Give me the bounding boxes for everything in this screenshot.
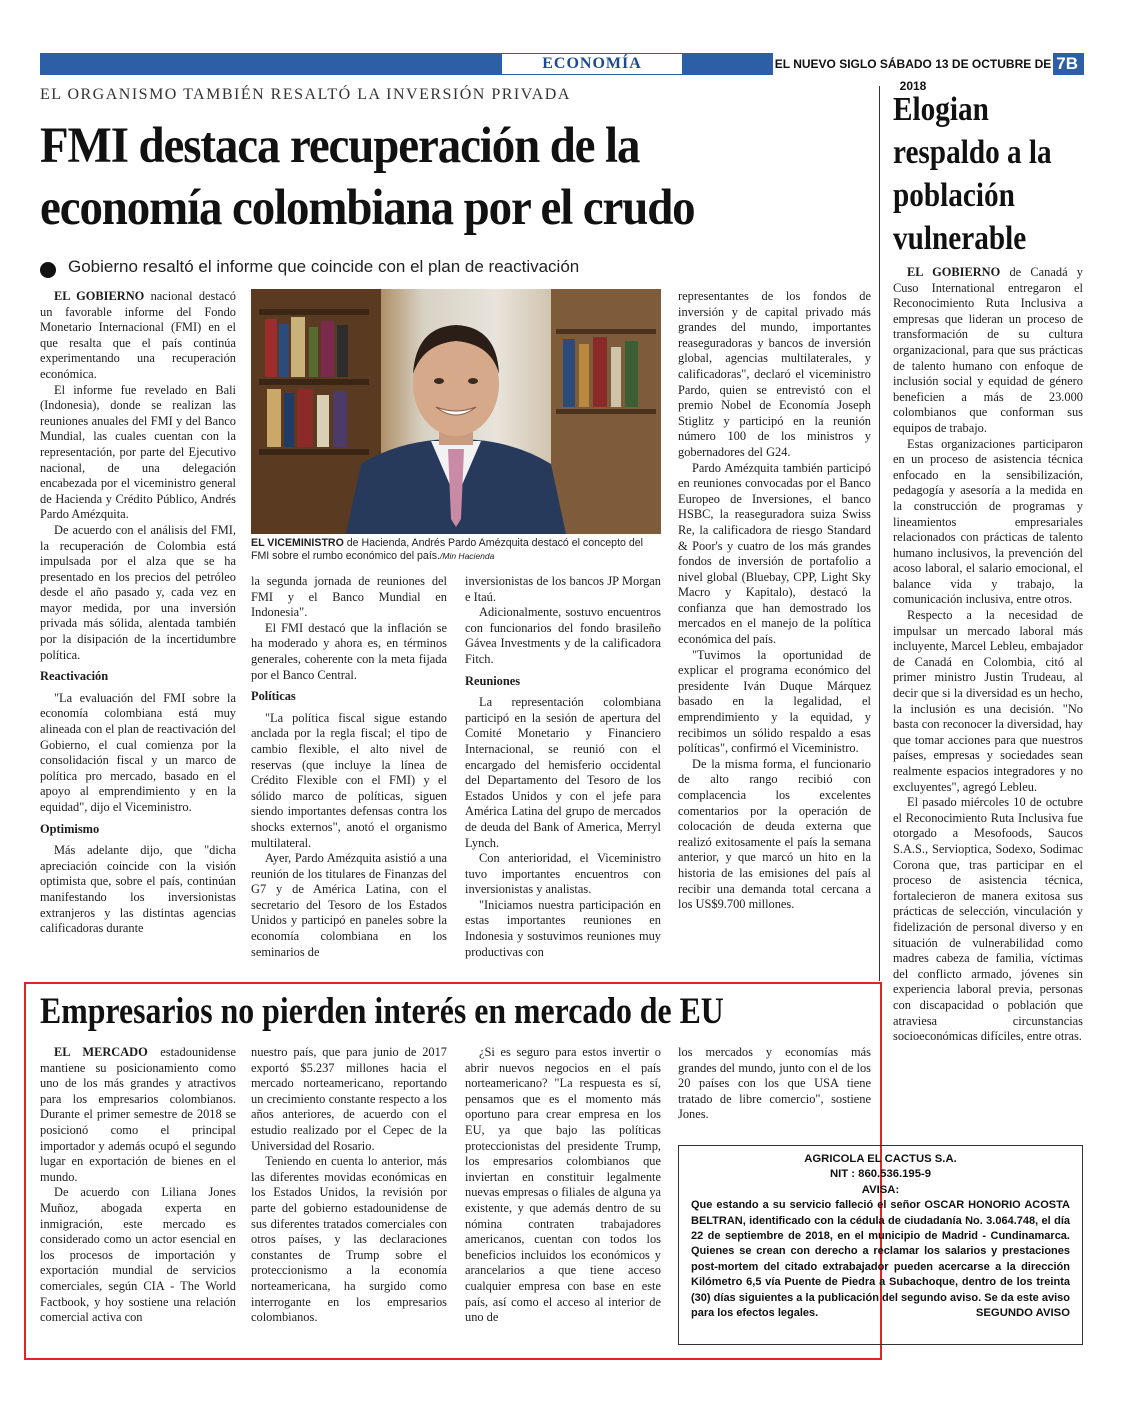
caption-lead: EL VICEMINISTRO [251,537,344,549]
second-headline: Empresarios no pierden interés en mercado de EU [40,991,724,1032]
paragraph: de Canadá y Cuso International entregaron el Reconocimiento Ruta Inclusiva a empresas que lideran un proceso de transformación de su cultura organizacional, para que sus prácticas de talento humano con enfoque de inclusión social y equidad de género beneficien a más de 23.000 colombianos que conforman sus equipos de trabajo. [893,265,1083,435]
subhead-reactivacion: Reactivación [40,669,109,684]
lead-word: EL GOBIERNO [54,289,145,303]
notice-footer: SEGUNDO AVISO [975,1307,1070,1320]
paragraph: "La evaluación del FMI sobre la economía colombiana está muy alineada con el plan de reactivación del Gobierno, el cual comienza por la consolidación fiscal y un marco de política pro mercado, basado en el apoyo al emprendimiento y en la equidad", dijo el Viceministro. [40,690,236,814]
paragraph: Adicionalmente, sostuvo encuentros con funcionarios del fondo brasileño Gávea Investments y de la calificadora Fitch. [465,605,661,666]
paragraph: inversionistas de los bancos JP Morgan e Itaú. [465,574,661,604]
subhead-optimismo: Optimismo [40,821,100,836]
side-headline: Elogian respaldo a la población vulnerable [893,91,1052,257]
notice-nit: NIT : 860.536.195-9 [829,1168,932,1181]
paragraph: Respecto a la necesidad de impulsar un mercado laboral más incluyente, Marcel Lebleu, embajador de Canadá en Colombia, citó al primer ministro Justin Trudeau, al decir que si la diversidad es un hecho, la inclusión es una decisión. "No basta con reconocer la diversidad, hay que tomar acciones para que nuestros países, empresas y sociedades sean realmente espacios integradores y no excluyentes", agregó Lebleu. [893,608,1083,794]
paragraph: ¿Si es seguro para estos invertir o abrir nuevos negocios en el país norteamericano? "La respuesta es sí, pensamos que es el momento más oportuno para crear empresa en los EU, ya que bajo las políticas proteccionistas del presidente Trump, los empresarios colombianos que inviertan en constituir legalmente nuevas empresas o filiales de alguna ya existente, y que además dentro de su nómina contraten trabajadores americanos, cuentan con todos los beneficios incluidos los económicos y arancelarios a que tiene acceso cualquier empresa con base en este país, así como el acceso al interior de uno de [465,1045,661,1325]
paragraph: Ayer, Pardo Amézquita asistió a una reunión de los titulares de Finanzas del G7 y de América Latina, con el secretario del Tesoro de los Estados Unidos y participó en paneles sobre la economía colombiana en los seminarios de [251,851,447,959]
column-divider [879,86,880,981]
paragraph: Estas organizaciones participaron en un proceso de asistencia técnica enfocado en la sensibilización, pedagogía y asesoría a la medida en la construcción de programas y lineamientos empresariales relacionados con prácticas de talento humano inclusivos, la prevención del acoso laboral, el salario emocional, el balance vida y trabajo, la comunicación inclusiva, entre otros. [893,436,1083,607]
main-subtitle: Gobierno resaltó el informe que coincide con el plan de reactivación [68,257,580,276]
legal-notice [678,1145,1083,1345]
subhead-politicas: Políticas [251,689,296,704]
caption-text: de Hacienda, Andrés Pardo Amézquita destacó el concepto del FMI sobre el rumbo económico del país. [251,537,643,562]
subhead-reuniones: Reuniones [465,673,521,688]
paragraph: la segunda jornada de reuniones del FMI y el Banco Mundial en Indonesia". [251,574,447,620]
main-column-3 [465,574,661,960]
paragraph: Con anterioridad, el Viceministro tuvo importantes encuentros con inversionistas y analistas. [465,851,661,897]
paragraph: Pardo Amézquita también participó en reuniones convocadas por el Banco Europeo de Inversiones, el banco HSBC, la reaseguradora suiza Swiss Re, la calificadora de riesgo Standard & Poor's y cuatro de los más grandes fondos de inversión de portafolio a nivel global (Bluebay, CPP, Light Sky Macro y Kapitalo), destacó la confianza que han demostrado los mercados en el manejo de la política económica del país. [678,460,871,647]
notice-company: AGRICOLA EL CACTUS S.A. [804,1153,957,1165]
main-column-4 [678,289,871,913]
paragraph: "La política fiscal sigue estando anclada por la regla fiscal; el tipo de cambio flexible, el alto nivel de reservas (que incluye la línea de Crédito Flexible con el FMI) y el sólido marco de políticas, siguen siendo importantes defensas contra los shocks externos", anotó el organismo multilateral. [251,710,447,850]
paragraph: De la misma forma, el funcionario de alto rango recibió con complacencia los excelentes comentarios por la operación de colocación de deuda externa que realizó exitosamente el país la semana anterior, y que marcó un hito en la historia de las emisiones del país al recibir una demanda total cercana a los US$9.700 millones. [678,756,871,912]
page-header-bar [40,53,1084,93]
second-column-1 [40,1045,236,1326]
paragraph: representantes de los fondos de inversión y de capital privado más grandes del mundo, importantes reaseguradoras y bancos de inversión global, agencias multilaterales, y calificadoras", declaró el viceministro Pardo, quien se entrevistó con el premio Nobel de Economía Joseph Stiglitz y participó en la reunión número 100 de los ministros y gobernadores del G24. [678,289,871,459]
paragraph: los mercados y economías más grandes del mundo, junto con el de los 20 países con los que USA tiene tratado de libre comercio", sostiene Jones. [678,1045,871,1122]
photo-caption [251,537,661,563]
main-headline: FMI destaca recuperación de la economía colombiana por el crudo [40,118,695,236]
notice-label: AVISA: [861,1183,900,1196]
paragraph: Más adelante dijo, que "dicha apreciación coincide con la visión optimista que, sobre el país, continúan manifestando los inversionistas extranjeros y las distintas agencias calificadoras durante [40,843,236,936]
lead-word: EL GOBIERNO [907,265,1001,279]
main-column-1 [40,289,236,937]
main-kicker: EL ORGANISMO TAMBIÉN RESALTÓ LA INVERSIÓN PRIVADA [40,86,571,103]
page-number: 7B [1056,54,1078,73]
second-column-3 [465,1045,661,1326]
lead-word: EL MERCADO [54,1045,148,1059]
second-column-2 [251,1045,447,1326]
paragraph: estadounidense mantiene su posicionamiento como uno de los más grandes y atractivos para los empresarios colombianos. Durante el primer semestre de 2018 se posicionó como el principal importador y además ocupó el segundo lugar en exportación de bienes en el mundo. [40,1045,236,1184]
paragraph: El informe fue revelado en Bali (Indonesia), donde se realizan las reuniones anuales del FMI y del Banco Mundial, las cuales cuentan con la representación, por parte del Ejecutivo nacional, de una delegación encabezada por el viceministro general de Hacienda y Crédito Público, Andrés Pardo Amézquita. [40,382,236,522]
paper-date: EL NUEVO SIGLO SÁBADO 13 DE OCTUBRE DE 2018 [773,53,1053,75]
paragraph: De acuerdo con el análisis del FMI, la recuperación de Colombia está impulsada por el alza que se ha presentado en los precios del petróleo desde el año pasado y, cada vez en mayor medida, por una inversión privada más sólida, alentada también por la disipación de la incertidumbre política. [40,522,236,662]
paragraph: La representación colombiana participó en la sesión de apertura del Comité Monetario y Financiero Internacional, se reunió con el encargado del hemisferio occidental del Departamento del Tesoro de los Estados Unidos y con el jefe para América Latina del grupo de mercados de deuda del Bank of America, Merryl Lynch. [465,695,661,850]
paragraph: El pasado miércoles 10 de octubre el Reconocimiento Ruta Inclusiva fue otorgado a Mesofoods, Saucos S.A.S., Servioptica, Sodexo, Sodimac Corona que, tras participar en el proceso de asistencia técnica, fortalecieron de manera exitosa sus prácticas de selección, vinculación y fidelización de personal diverso y en situación de vulnerabilidad como madres cabeza de familia, víctimas del conflicto armado, jóvenes sin experiencia laboral previa, personas con discapacidad o población que atraviesa circunstancias socioeconómicas difíciles, entre otras. [893,795,1083,1044]
portrait-illustration [251,289,661,534]
paragraph: De acuerdo con Liliana Jones Muñoz, abogada experta en inmigración, este mercado es considerado como un actor esencial en los procesos de importación y exportación mundial de servicios comerciales, según CIA - The World Factbook, y hoy sostiene una relación comercial activa con [40,1185,236,1325]
bullet-icon [40,262,56,278]
paragraph: nacional destacó un favorable informe del Fondo Monetario Internacional (FMI) en el que resalta que el país continúa experimentando una recuperación económica. [40,289,236,381]
photo-viceminister [251,289,661,534]
side-article-body [893,265,1083,1045]
paragraph: El FMI destacó que la inflación se ha moderado y ahora es, en términos generales, coherente con la meta fijada por el Banco Central. [251,620,447,682]
paragraph: "Tuvimos la oportunidad de explicar el programa económico del presidente Iván Duque Márquez basado en la legalidad, el emprendimiento y la equidad, y recibimos un sólido respaldo a esas políticas", confirmó el Viceministro. [678,647,871,756]
notice-body: Que estando a su servicio falleció el señor OSCAR HONORIO ACOSTA BELTRAN, identificado con la cédula de ciudadanía No. 3.064.748, el día 22 de septiembre de 2018, en el municipio de Madrid - Cundinamarca. Quienes se crean con derecho a reclamar los salarios y prestaciones post-mortem del citado extrabajador pueden acercarse a la dirección Kilómetro 6,5 vía Puente de Piedra a Subachoque, dentro de los treinta (30) días siguientes a la publicación del segundo aviso. Se da este aviso para los efectos legales. [691,1199,1070,1320]
paragraph: "Iniciamos nuestra participación en estas importantes reuniones en Indonesia y sostuvimos reuniones muy productivas con [465,897,661,959]
main-column-2 [251,574,447,960]
caption-credit: /Min Hacienda [440,551,495,561]
paragraph: Teniendo en cuenta lo anterior, más las diferentes movidas económicas en los Estados Unidos, la revisión por parte del gobierno estadounidense de sus diferentes tratados comerciales con otros países, y las declaraciones constantes de Trump sobre el proteccionismo a la economía norteamericana, ha surgido como interrogante en los empresarios colombianos. [251,1154,447,1325]
section-name: ECONOMÍA [502,54,682,74]
paragraph: nuestro país, que para junio de 2017 exportó $5.237 millones hacia el mercado norteamericano, reportando un crecimiento constante respecto a los años anteriores, de acuerdo con el estudio realizado por el Cepec de la Universidad del Rosario. [251,1045,447,1153]
second-column-4 [678,1045,871,1123]
